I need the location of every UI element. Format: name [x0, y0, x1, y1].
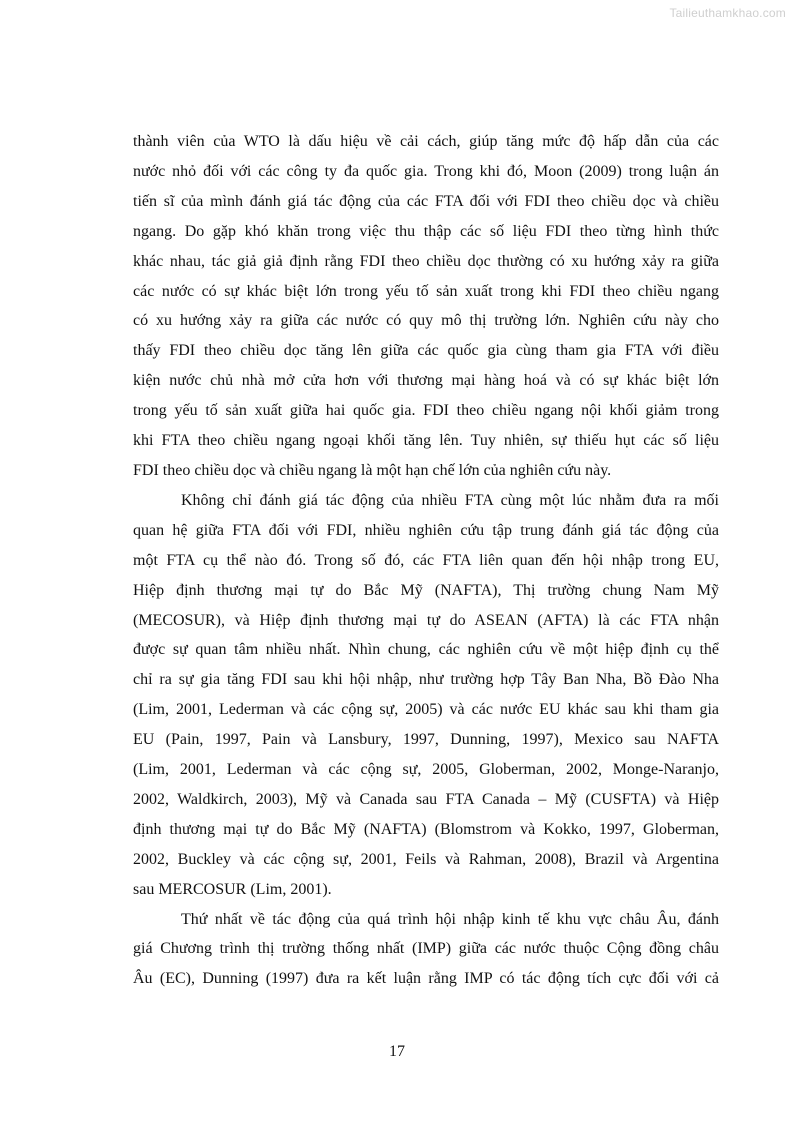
document-body [133, 127, 719, 994]
text-line: sau MERCOSUR (Lim, 2001). [133, 880, 332, 898]
text-line: có xu hướng xảy ra giữa các nước có quy mô thị trường lớn. Nghiên cứu này cho [133, 312, 719, 330]
text-line: các nước có sự khác biệt lớn trong yếu tố sản xuất trong khi FDI theo chiều ngang [133, 282, 719, 300]
text-line: (Lim, 2001, Lederman và các cộng sự, 2005) và các nước EU khác sau khi tham gia [133, 701, 719, 719]
text-line: khác nhau, tác giả giả định rằng FDI theo chiều dọc thường có xu hướng xảy ra giữa [133, 252, 719, 270]
text-line: được sự quan tâm nhiều nhất. Nhìn chung, các nghiên cứu về một hiệp định cụ thể [133, 641, 719, 659]
paragraph [133, 127, 719, 486]
paragraph [133, 905, 719, 995]
text-line: giá Chương trình thị trường thống nhất (IMP) giữa các nước thuộc Cộng đồng châu [133, 940, 719, 958]
text-line: (Lim, 2001, Lederman và các cộng sự, 2005, Globerman, 2002, Monge-Naranjo, [133, 761, 719, 779]
page-number: 17 [389, 1043, 405, 1060]
text-line: EU (Pain, 1997, Pain và Lansbury, 1997, Dunning, 1997), Mexico sau NAFTA [133, 731, 719, 749]
text-line: Thứ nhất về tác động của quá trình hội nhập kinh tế khu vực châu Âu, đánh [181, 910, 719, 928]
watermark: Tailieuthamkhao.com [669, 6, 786, 20]
text-line: thấy FDI theo chiều dọc tăng lên giữa các quốc gia cùng tham gia FTA với điều [133, 342, 719, 360]
text-line: Âu (EC), Dunning (1997) đưa ra kết luận rằng IMP có tác động tích cực đối với cả [133, 970, 719, 988]
text-line: một FTA cụ thể nào đó. Trong số đó, các FTA liên quan đến hội nhập trong EU, [133, 551, 719, 569]
text-line: FDI theo chiều dọc và chiều ngang là một hạn chế lớn của nghiên cứu này. [133, 461, 612, 479]
text-line: tiến sĩ của mình đánh giá tác động của các FTA đối với FDI theo chiều dọc và chiều [133, 192, 719, 210]
text-line: khi FTA theo chiều ngang ngoại khối tăng lên. Tuy nhiên, sự thiếu hụt các số liệu [133, 432, 719, 450]
text-line: Không chỉ đánh giá tác động của nhiều FTA cùng một lúc nhằm đưa ra mối [181, 491, 719, 509]
text-line: chỉ ra sự gia tăng FDI sau khi hội nhập, như trường hợp Tây Ban Nha, Bồ Đào Nha [133, 671, 719, 689]
text-line: kiện nước chủ nhà mở cửa hơn với thương mại hàng hoá và có sự khác biệt lớn [133, 372, 719, 390]
paragraph [133, 486, 719, 905]
text-line: trong yếu tố sản xuất giữa hai quốc gia. FDI theo chiều ngang nội khối giảm trong [133, 402, 719, 420]
text-line: quan hệ giữa FTA đối với FDI, nhiều nghiên cứu tập trung đánh giá tác động của [133, 521, 719, 539]
text-line: (MECOSUR), và Hiệp định thương mại tự do ASEAN (AFTA) là các FTA nhận [133, 611, 719, 629]
text-line: Hiệp định thương mại tự do Bắc Mỹ (NAFTA), Thị trường chung Nam Mỹ [133, 581, 719, 599]
text-line: 2002, Buckley và các cộng sự, 2001, Feils và Rahman, 2008), Brazil và Argentina [133, 850, 719, 868]
text-line: ngang. Do gặp khó khăn trong việc thu thập các số liệu FDI theo từng hình thức [133, 222, 719, 240]
text-line: 2002, Waldkirch, 2003), Mỹ và Canada sau FTA Canada – Mỹ (CUSFTA) và Hiệp [133, 790, 719, 808]
text-line: thành viên của WTO là dấu hiệu về cải cách, giúp tăng mức độ hấp dẫn của các [133, 133, 719, 150]
text-line: định thương mại tự do Bắc Mỹ (NAFTA) (Blomstrom và Kokko, 1997, Globerman, [133, 820, 719, 838]
text-line: nước nhỏ đối với các công ty đa quốc gia. Trong khi đó, Moon (2009) trong luận án [133, 162, 719, 180]
